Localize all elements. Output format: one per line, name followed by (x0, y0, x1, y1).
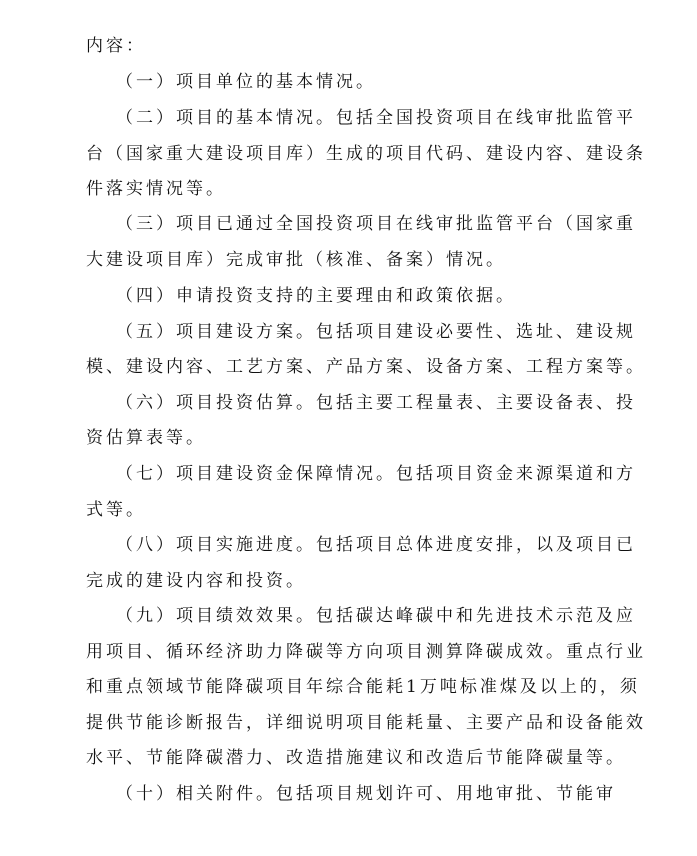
text-line: 资估算表等。 (86, 428, 206, 448)
text-line: 式等。 (86, 500, 146, 520)
text-line: （九）项目绩效效果。包括碳达峰碳中和先进技术示范及应 (116, 606, 636, 626)
text-line: 台（国家重大建设项目库）生成的项目代码、建设内容、建设条 (86, 144, 646, 164)
text-line: （六）项目投资估算。包括主要工程量表、主要设备表、投 (116, 393, 636, 413)
text-line: （五）项目建设方案。包括项目建设必要性、选址、建设规 (116, 322, 636, 342)
text-line: 和重点领域节能降碳项目年综合能耗1万吨标准煤及以上的，须 (86, 677, 640, 697)
text-line: （二）项目的基本情况。包括全国投资项目在线审批监管平 (116, 108, 636, 128)
text-line: 内容： (86, 36, 146, 56)
text-line: 大建设项目库）完成审批（核准、备案）情况。 (86, 250, 506, 270)
text-line: （八）项目实施进度。包括项目总体进度安排，以及项目已 (116, 535, 636, 555)
text-line: （三）项目已通过全国投资项目在线审批监管平台（国家重 (116, 214, 636, 234)
text-line: （十）相关附件。包括项目规划许可、用地审批、节能审 (116, 784, 616, 804)
text-line: 模、建设内容、工艺方案、产品方案、设备方案、工程方案等。 (86, 357, 646, 377)
text-line: 提供节能诊断报告，详细说明项目能耗量、主要产品和设备能效 (86, 713, 646, 733)
text-line: （一）项目单位的基本情况。 (116, 72, 376, 92)
text-line: 件落实情况等。 (86, 179, 226, 199)
text-line: 用项目、循环经济助力降碳等方向项目测算降碳成效。重点行业 (86, 642, 646, 662)
text-line: （四）申请投资支持的主要理由和政策依据。 (116, 286, 516, 306)
text-line: 水平、节能降碳潜力、改造措施建议和改造后节能降碳量等。 (86, 748, 626, 768)
text-line: （七）项目建设资金保障情况。包括项目资金来源渠道和方 (116, 464, 636, 484)
text-line: 完成的建设内容和投资。 (86, 571, 306, 591)
